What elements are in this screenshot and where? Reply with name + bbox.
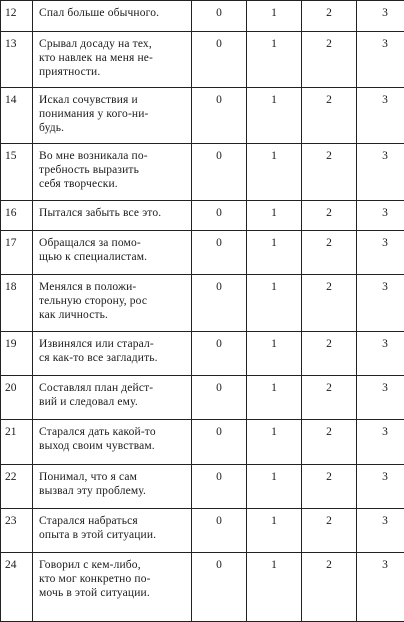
item-statement: Спал больше обычного. (39, 6, 188, 20)
item-number: 21 (1, 420, 33, 465)
score-option-3[interactable]: 3 (357, 231, 404, 275)
item-number: 17 (1, 231, 33, 275)
score-option-2[interactable]: 2 (302, 420, 357, 465)
score-option-2[interactable]: 2 (302, 509, 357, 553)
score-option-0[interactable]: 0 (192, 1, 247, 32)
table-row (1, 420, 404, 465)
table-row (1, 88, 404, 144)
score-option-2[interactable]: 2 (302, 1, 357, 32)
score-option-1[interactable]: 1 (247, 465, 302, 509)
score-option-1[interactable]: 1 (247, 201, 302, 231)
item-statement-cell (33, 275, 192, 332)
score-option-1[interactable]: 1 (247, 420, 302, 465)
score-option-2[interactable]: 2 (302, 275, 357, 332)
item-statement: Извинялся или старал- ся как-то все загладить. (39, 337, 188, 365)
score-option-1[interactable]: 1 (247, 32, 302, 88)
questionnaire-body (1, 1, 404, 622)
table-row (1, 144, 404, 201)
score-option-1[interactable]: 1 (247, 231, 302, 275)
score-option-3[interactable]: 3 (357, 420, 404, 465)
item-number: 15 (1, 144, 33, 201)
item-statement-cell (33, 231, 192, 275)
score-option-3[interactable]: 3 (357, 275, 404, 332)
score-option-2[interactable]: 2 (302, 332, 357, 376)
score-option-3[interactable]: 3 (357, 465, 404, 509)
item-statement-cell (33, 88, 192, 144)
table-row (1, 275, 404, 332)
score-option-0[interactable]: 0 (192, 509, 247, 553)
score-option-0[interactable]: 0 (192, 201, 247, 231)
score-option-1[interactable]: 1 (247, 144, 302, 201)
table-row (1, 376, 404, 420)
score-option-0[interactable]: 0 (192, 144, 247, 201)
score-option-0[interactable]: 0 (192, 420, 247, 465)
score-option-3[interactable]: 3 (357, 1, 404, 32)
item-statement: Срывал досаду на тех, кто навлек на меня не- приятности. (39, 37, 188, 79)
score-option-0[interactable]: 0 (192, 376, 247, 420)
item-statement: Во мне возникала по- требность выразить себя творчески. (39, 149, 188, 191)
item-number: 20 (1, 376, 33, 420)
item-number: 13 (1, 32, 33, 88)
score-option-3[interactable]: 3 (357, 553, 404, 622)
score-option-2[interactable]: 2 (302, 553, 357, 622)
score-option-1[interactable]: 1 (247, 553, 302, 622)
item-statement-cell (33, 32, 192, 88)
score-option-0[interactable]: 0 (192, 275, 247, 332)
score-option-3[interactable]: 3 (357, 332, 404, 376)
item-statement: Старался набраться опыта в этой ситуации. (39, 514, 188, 542)
score-option-2[interactable]: 2 (302, 465, 357, 509)
score-option-1[interactable]: 1 (247, 332, 302, 376)
item-statement: Обращался за помо- щью к специалистам. (39, 236, 188, 264)
item-number: 22 (1, 465, 33, 509)
score-option-2[interactable]: 2 (302, 201, 357, 231)
score-option-3[interactable]: 3 (357, 509, 404, 553)
item-statement: Менялся в положи- тельную сторону, рос как личность. (39, 280, 188, 322)
item-statement-cell (33, 1, 192, 32)
table-row (1, 332, 404, 376)
score-option-2[interactable]: 2 (302, 88, 357, 144)
item-number: 12 (1, 1, 33, 32)
score-option-3[interactable]: 3 (357, 201, 404, 231)
table-row (1, 32, 404, 88)
score-option-2[interactable]: 2 (302, 376, 357, 420)
item-statement-cell (33, 509, 192, 553)
score-option-0[interactable]: 0 (192, 465, 247, 509)
score-option-1[interactable]: 1 (247, 1, 302, 32)
item-number: 16 (1, 201, 33, 231)
item-statement-cell (33, 144, 192, 201)
item-statement: Понимал, что я сам вызвал эту проблему. (39, 470, 188, 498)
score-option-0[interactable]: 0 (192, 88, 247, 144)
score-option-1[interactable]: 1 (247, 376, 302, 420)
item-number: 19 (1, 332, 33, 376)
table-row (1, 1, 404, 32)
table-row (1, 465, 404, 509)
item-number: 24 (1, 553, 33, 622)
table-row (1, 509, 404, 553)
item-statement: Составлял план дейст- вий и следовал ему. (39, 381, 188, 409)
score-option-3[interactable]: 3 (357, 144, 404, 201)
score-option-2[interactable]: 2 (302, 144, 357, 201)
score-option-3[interactable]: 3 (357, 32, 404, 88)
item-statement-cell (33, 420, 192, 465)
score-option-1[interactable]: 1 (247, 275, 302, 332)
score-option-0[interactable]: 0 (192, 332, 247, 376)
score-option-1[interactable]: 1 (247, 88, 302, 144)
item-number: 18 (1, 275, 33, 332)
item-statement-cell (33, 332, 192, 376)
item-statement-cell (33, 376, 192, 420)
table-row (1, 201, 404, 231)
score-option-3[interactable]: 3 (357, 376, 404, 420)
item-statement: Искал сочувствия и понимания у кого-ни- будь. (39, 93, 188, 135)
score-option-3[interactable]: 3 (357, 88, 404, 144)
item-statement-cell (33, 465, 192, 509)
score-option-0[interactable]: 0 (192, 231, 247, 275)
item-statement: Пытался забыть все это. (39, 206, 188, 220)
item-statement-cell (33, 553, 192, 622)
item-statement-cell (33, 201, 192, 231)
score-option-2[interactable]: 2 (302, 32, 357, 88)
item-number: 23 (1, 509, 33, 553)
item-statement: Старался дать какой-то выход своим чувствам. (39, 425, 188, 453)
score-option-1[interactable]: 1 (247, 509, 302, 553)
score-option-0[interactable]: 0 (192, 553, 247, 622)
table-row (1, 231, 404, 275)
item-statement: Говорил с кем-либо, кто мог конкретно по- мочь в этой ситуации. (39, 558, 188, 600)
score-option-2[interactable]: 2 (302, 231, 357, 275)
score-option-0[interactable]: 0 (192, 32, 247, 88)
item-number: 14 (1, 88, 33, 144)
table-row (1, 553, 404, 622)
